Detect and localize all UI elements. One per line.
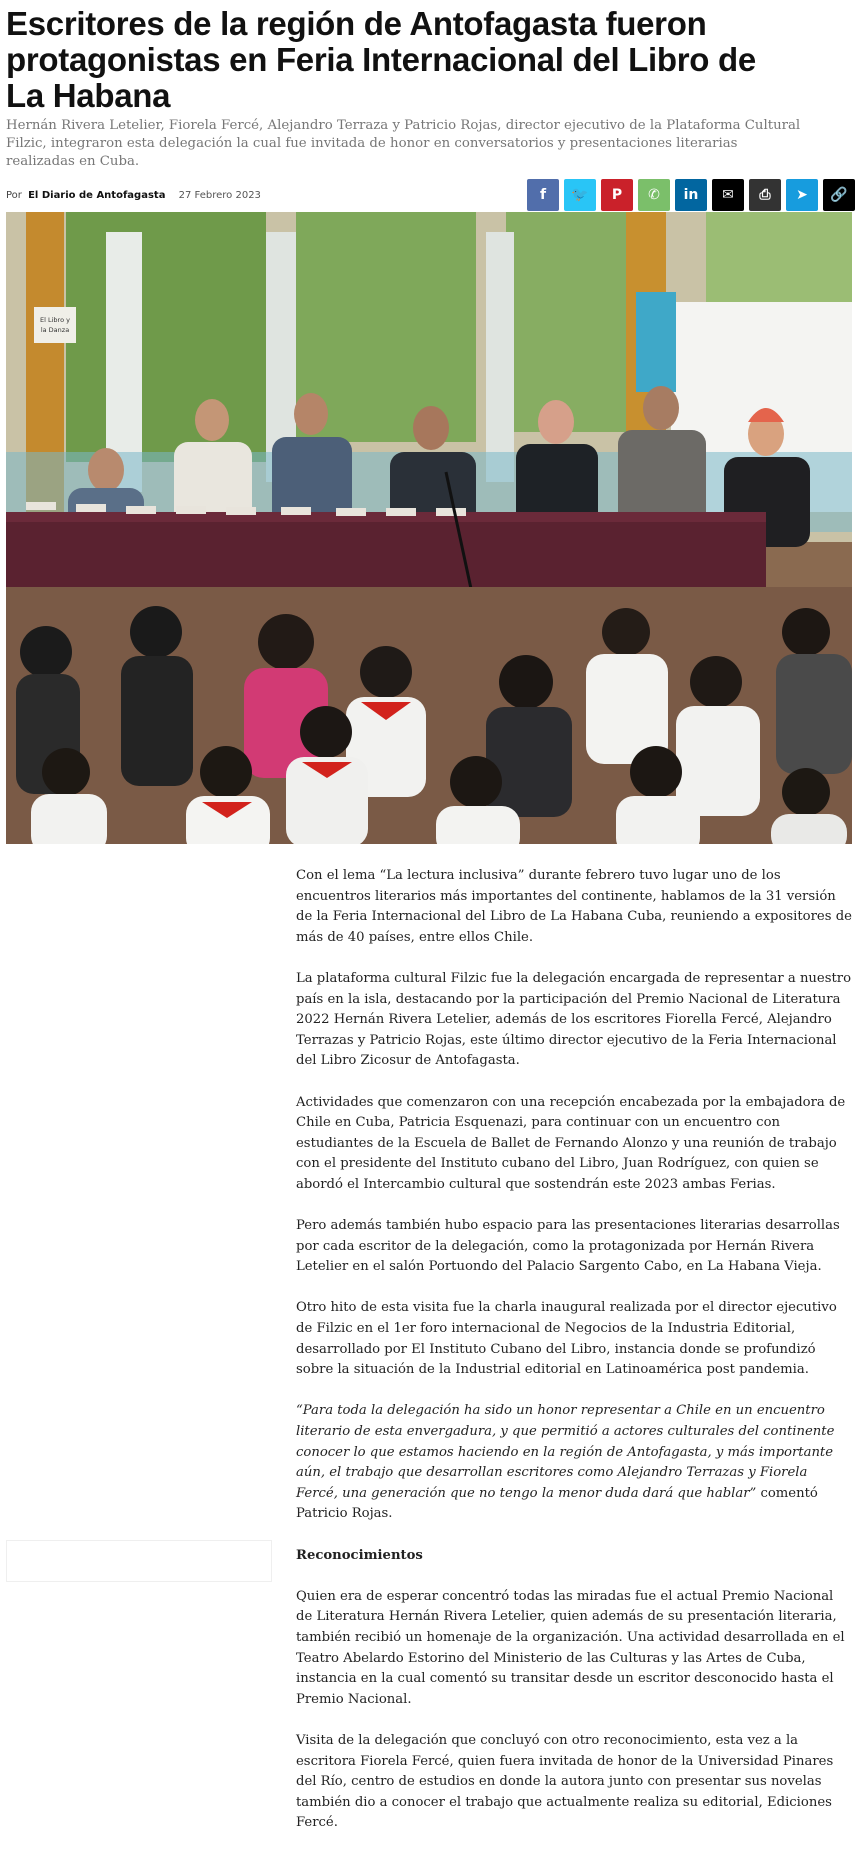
wall-sign-line2: la Danza [40, 326, 70, 334]
share-whatsapp-button[interactable] [638, 179, 670, 211]
share-pinterest-button[interactable] [601, 179, 633, 211]
print-icon: ⎙ [759, 187, 771, 203]
whatsapp-icon: ✆ [648, 187, 660, 203]
email-icon: ✉ [722, 187, 734, 203]
share-facebook-button[interactable] [527, 179, 559, 211]
share-twitter-button[interactable] [564, 179, 596, 211]
article-title: Escritores de la región de Antofagasta fueron protagonistas en Feria Internacional del Libro de La Habana [6, 5, 756, 114]
paragraph-4: Pero además también hubo espacio para las presentaciones literarias desarrollas por cada escritor de la delegación, como la protagonizada por Hernán Rivera Letelier en el salón Portuondo del Palacio Sargento Cabo, en La Habana Vieja. [296, 1218, 840, 1275]
quote-paragraph [296, 1401, 852, 1525]
article-body [296, 866, 852, 1855]
section-heading: Reconocimientos [296, 1547, 423, 1563]
sidebar-placeholder [6, 1540, 272, 1582]
share-telegram-button[interactable] [786, 179, 818, 211]
telegram-icon: ➤ [796, 187, 808, 203]
paragraph-5: Otro hito de esta visita fue la charla inaugural realizada por el director ejecutivo de Filzic en el 1er foro internacional de Negocios de la Industria Editorial, desarrollado por El Instituto Cubano del Libro, instancia donde se profundizó sobre la situación de la Industrial editorial en Latinoamérica post pandemia. [296, 1300, 837, 1378]
event-photo-illustration [6, 212, 852, 844]
share-copy-link-button[interactable] [823, 179, 855, 211]
wall-sign [34, 307, 76, 343]
article-subtitle: Hernán Rivera Letelier, Fiorela Fercé, Alejandro Terraza y Patricio Rojas, director ejecutivo de la Plataforma Cultural Filzic, integraron esta delegación la cual fue invitada de honor en conversatorios y presentaciones literarias realizadas en Cuba. [6, 118, 801, 169]
pinterest-icon: P [611, 187, 623, 203]
publish-date: 27 Febrero 2023 [178, 190, 261, 201]
paragraph-3: Actividades que comenzaron con una recepción encabezada por la embajadora de Chile en Cuba, Patricia Esquenazi, para continuar con un encuentro con estudiantes de la Escuela de Ballet de Fernando Alonzo y una reunión de trabajo con el presidente del Instituto cubano del Libro, Juan Rodríguez, con quien se abordó el Intercambio cultural que sostendrán este 2023 ambas Ferias. [296, 1094, 846, 1192]
meta-row [6, 179, 856, 213]
paragraph-6: Quien era de esperar concentró todas las miradas fue el actual Premio Nacional de Literatura Hernán Rivera Letelier, quien además de su presentación literaria, también recibió un homenaje de la organización. Una actividad desarrollada en el Teatro Abelardo Estorino del Ministerio de las Culturas y las Artes de Cuba, instancia en la cual comentó su transitar desde un escritor desconocido hasta el Premio Nacional. [296, 1588, 845, 1707]
byline [6, 190, 261, 201]
share-buttons [527, 179, 855, 211]
quote-text: “Para toda la delegación ha sido un honor representar a Chile en un encuentro literario de esta envergadura, y que permitió a actores culturales del continente conocer lo que estamos haciendo en la región de Antofagasta, y más importante aún, el trabajo que desarrollan escritores como Alejandro Terrazas y Fiorela Fercé, una generación que no tengo la menor duda dará que hablar” [296, 1403, 835, 1501]
by-label: Por [6, 190, 22, 201]
paragraph-2: La plataforma cultural Filzic fue la delegación encargada de representar a nuestro país en la isla, destacando por la participación del Premio Nacional de Literatura 2022 Hernán Rivera Letelier, además de los escritores Fiorella Fercé, Alejandro Terrazas y Patricio Rojas, este último director ejecutivo de la Feria Internacional del Libro Zicosur de Antofagasta. [296, 970, 852, 1069]
share-email-button[interactable] [712, 179, 744, 211]
linkedin-icon: in [683, 187, 699, 203]
share-print-button[interactable] [749, 179, 781, 211]
paragraph-1: Con el lema “La lectura inclusiva” durante febrero tuvo lugar uno de los encuentros literarios más importantes del continente, hablamos de la 31 versión de la Feria Internacional del Libro de La Habana Cuba, reuniendo a expositores de más de 40 países, entre ellos Chile. [296, 868, 852, 945]
copy-link-icon: 🔗 [830, 187, 848, 203]
twitter-icon: 🐦 [571, 187, 589, 203]
share-linkedin-button[interactable] [675, 179, 707, 211]
facebook-icon: f [539, 187, 547, 203]
wall-sign-line1: El Libro y [40, 316, 70, 324]
paragraph-7: Visita de la delegación que concluyó con otro reconocimiento, esta vez a la escritora Fiorela Fercé, quien fuera invitada de honor de la Universidad Pinares del Río, centro de estudios en donde la autora junto con presentar sus novelas también dio a conocer el trabajo que actualmente realiza su editorial, Ediciones Fercé. [296, 1732, 834, 1831]
quote-attribution: comentó Patricio Rojas. [296, 1485, 818, 1522]
article-header [6, 0, 856, 213]
author-link[interactable]: El Diario de Antofagasta [28, 190, 166, 201]
article-photo [6, 212, 852, 844]
